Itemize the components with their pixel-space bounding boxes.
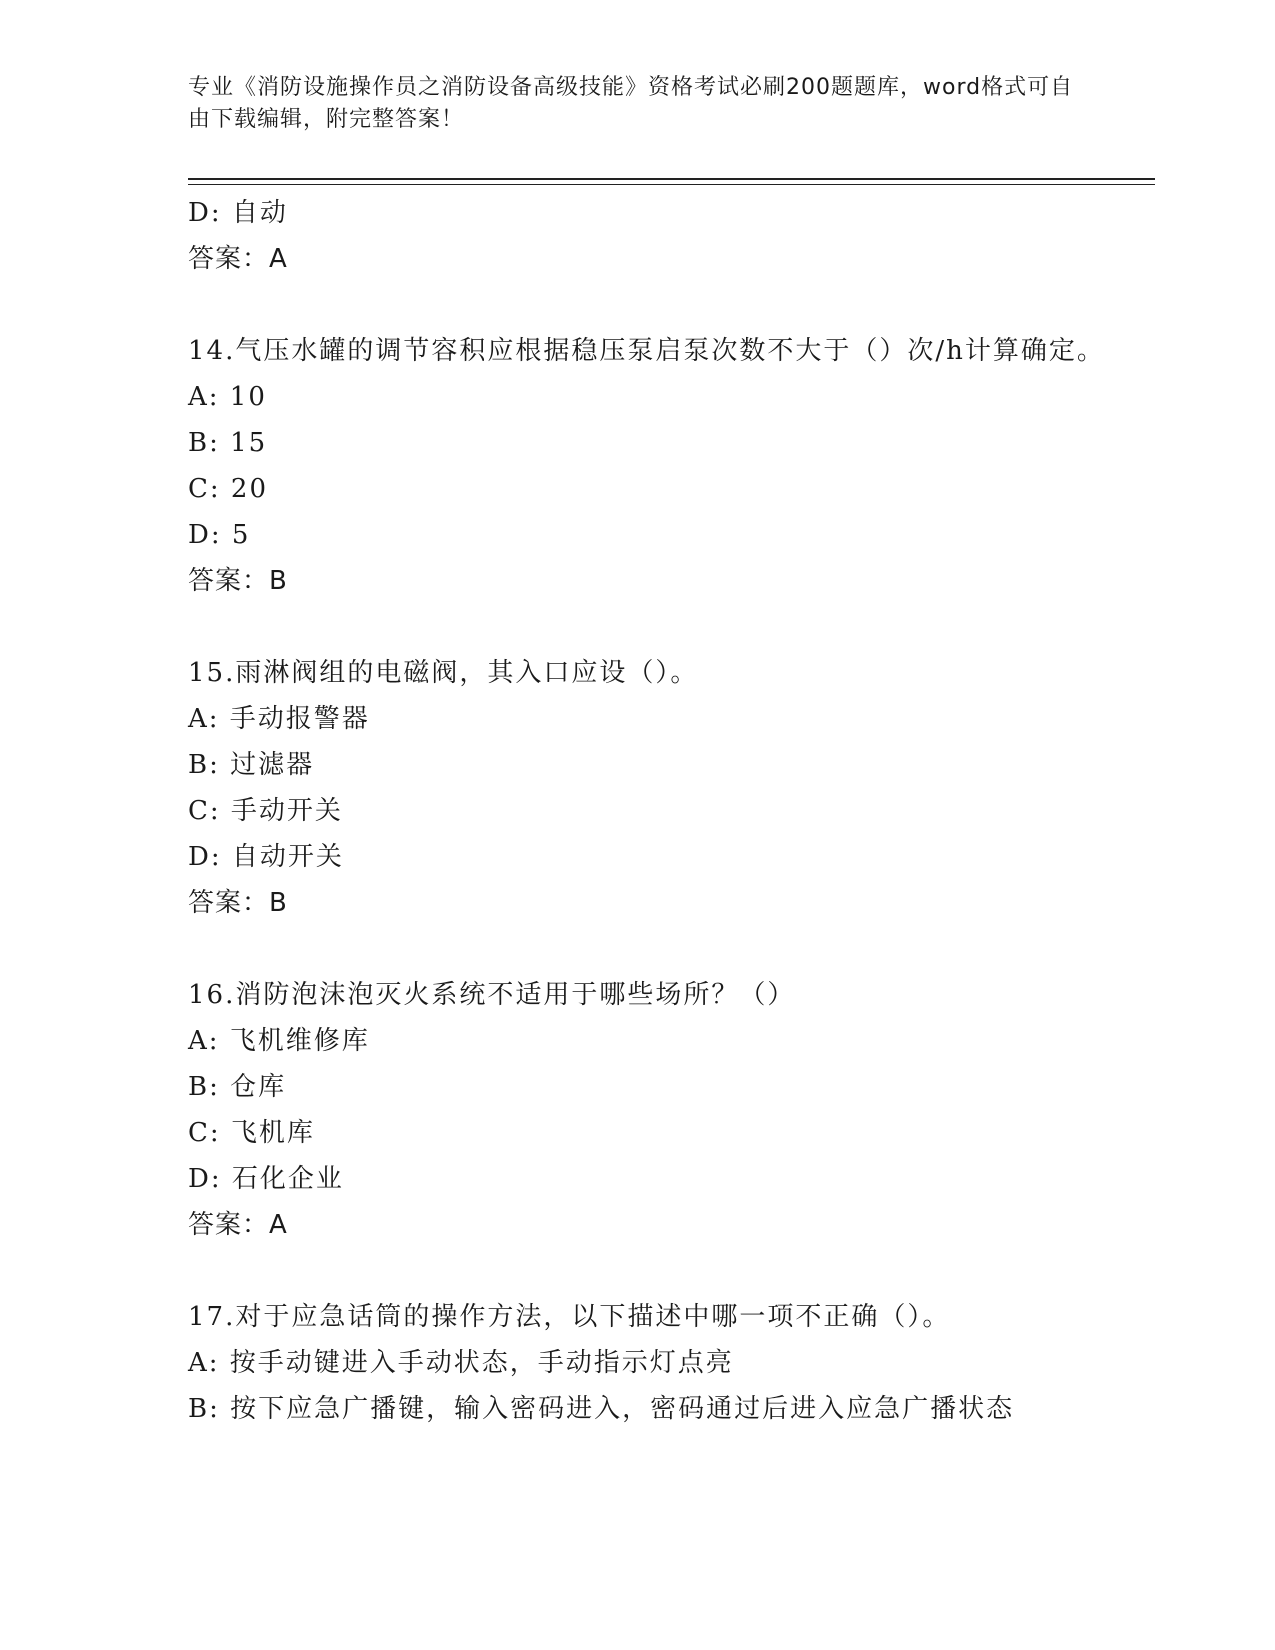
header-divider-thin — [188, 184, 1155, 185]
option-a: A: 飞机维修库 — [188, 1026, 370, 1056]
document-header: 专业《消防设施操作员之消防设备高级技能》资格考试必刷200题题库，word格式可自由下载编辑，附完整答案！ — [188, 75, 1074, 132]
question-block-16 — [188, 972, 1148, 1248]
option-c: C: 飞机库 — [188, 1118, 315, 1148]
question-stem: 14.气压水罐的调节容积应根据稳压泵启泵次数不大于（）次/h计算确定。 — [188, 336, 1105, 366]
option-b: B: 仓库 — [188, 1072, 287, 1102]
option-c: C: 20 — [188, 474, 269, 504]
option-d: D: 自动 — [188, 198, 288, 228]
answer-line: 答案：B — [188, 888, 288, 918]
question-list — [188, 190, 1148, 1432]
option-a: A: 10 — [188, 382, 267, 412]
question-stem: 17.对于应急话筒的操作方法，以下描述中哪一项不正确（）。 — [188, 1302, 951, 1332]
option-b: B: 过滤器 — [188, 750, 315, 780]
answer-line: 答案：A — [188, 244, 288, 274]
question-block-14 — [188, 328, 1148, 604]
question-block-17 — [188, 1294, 1148, 1432]
question-stem: 15.雨淋阀组的电磁阀，其入口应设（）。 — [188, 658, 699, 688]
option-b: B: 15 — [188, 428, 268, 458]
option-c: C: 手动开关 — [188, 796, 343, 826]
option-b: B: 按下应急广播键，输入密码进入，密码通过后进入应急广播状态 — [188, 1394, 1015, 1424]
option-d: D: 5 — [188, 520, 251, 550]
option-d: D: 自动开关 — [188, 842, 344, 872]
option-d: D: 石化企业 — [188, 1164, 344, 1194]
answer-line: 答案：B — [188, 566, 288, 596]
question-block-15 — [188, 650, 1148, 926]
option-a: A: 按手动键进入手动状态，手动指示灯点亮 — [188, 1348, 734, 1378]
option-a: A: 手动报警器 — [188, 704, 370, 734]
question-stem: 16.消防泡沫泡灭火系统不适用于哪些场所？（） — [188, 980, 796, 1010]
answer-line: 答案：A — [188, 1210, 288, 1240]
header-divider-thick — [188, 178, 1155, 180]
